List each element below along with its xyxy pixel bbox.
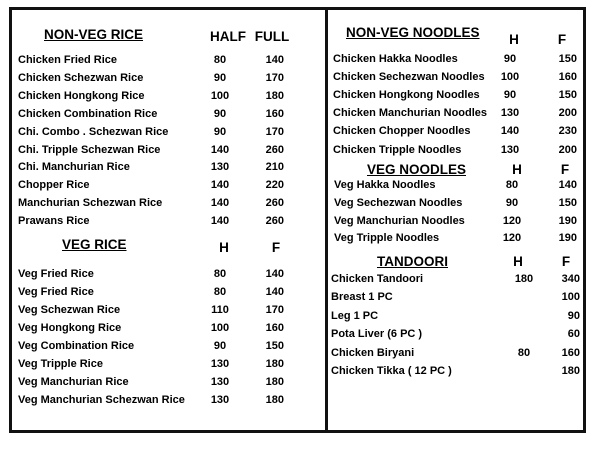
nonveg-rice-item-half-price: 80 — [213, 54, 227, 66]
veg-rice-item-half-price: 130 — [210, 358, 230, 370]
veg-rice-item-full-price: 160 — [265, 322, 284, 334]
veg-noodles-item-full-price: 150 — [558, 197, 577, 209]
nonveg-noodles-title: NON-VEG NOODLES — [346, 25, 480, 40]
nonveg-rice-item-name: Chopper Rice — [18, 179, 90, 191]
tandoori-item-full-price: 180 — [561, 365, 580, 377]
nonveg-noodles-item-full-price: 150 — [558, 89, 577, 101]
nonveg-noodles-item-full-price: 160 — [558, 71, 577, 83]
veg-rice-item-half-price: 100 — [210, 322, 230, 334]
veg-rice-item-full-price: 150 — [265, 340, 284, 352]
tandoori-item-name: Chicken Tandoori — [331, 273, 424, 285]
veg-noodles-item-full-price: 140 — [558, 179, 577, 191]
veg-noodles-col-full-header: F — [560, 162, 570, 177]
nonveg-rice-item-full-price: 170 — [265, 72, 284, 84]
nonveg-rice-item-name: Chi. Combo . Schezwan Rice — [18, 126, 169, 138]
veg-rice-item-full-price: 180 — [265, 394, 284, 406]
veg-rice-title: VEG RICE — [62, 237, 127, 252]
nonveg-noodles-col-half-header: H — [509, 32, 519, 47]
tandoori-col-half-header: H — [513, 254, 523, 269]
nonveg-noodles-item-name: Chicken Tripple Noodles — [333, 144, 462, 156]
nonveg-rice-item-half-price: 140 — [210, 179, 230, 191]
tandoori-item-name: Leg 1 PC — [331, 310, 379, 322]
nonveg-rice-item-full-price: 260 — [265, 197, 284, 209]
nonveg-rice-item-full-price: 180 — [265, 90, 284, 102]
nonveg-rice-item-name: Chicken Combination Rice — [18, 108, 158, 120]
nonveg-rice-item-name: Chi. Tripple Schezwan Rice — [18, 144, 161, 156]
nonveg-noodles-item-name: Chicken Sechezwan Noodles — [333, 71, 485, 83]
veg-rice-col-half-header: H — [219, 240, 229, 255]
nonveg-noodles-item-full-price: 200 — [558, 144, 577, 156]
veg-noodles-item-half-price: 120 — [502, 232, 522, 244]
nonveg-rice-item-full-price: 140 — [265, 54, 284, 66]
nonveg-rice-item-full-price: 170 — [265, 126, 284, 138]
veg-rice-item-name: Veg Combination Rice — [18, 340, 135, 352]
veg-noodles-col-half-header: H — [512, 162, 522, 177]
veg-noodles-item-name: Veg Sechezwan Noodles — [334, 197, 463, 209]
nonveg-noodles-item-half-price: 130 — [500, 107, 520, 119]
nonveg-rice-item-half-price: 130 — [210, 161, 230, 173]
tandoori-item-name: Breast 1 PC — [331, 291, 393, 303]
nonveg-noodles-item-half-price: 90 — [503, 53, 517, 65]
nonveg-noodles-col-full-header: F — [557, 32, 567, 47]
veg-rice-item-half-price: 110 — [211, 304, 229, 316]
nonveg-noodles-item-name: Chicken Manchurian Noodles — [333, 107, 488, 119]
nonveg-noodles-item-half-price: 140 — [500, 125, 520, 137]
veg-noodles-item-name: Veg Hakka Noodles — [334, 179, 436, 191]
nonveg-rice-col-half-header: HALF — [210, 29, 246, 44]
veg-rice-item-half-price: 130 — [210, 394, 230, 406]
nonveg-rice-title: NON-VEG RICE — [44, 27, 144, 42]
nonveg-rice-item-name: Manchurian Schezwan Rice — [18, 197, 163, 209]
nonveg-rice-col-full-header: FULL — [254, 29, 290, 44]
nonveg-rice-item-full-price: 210 — [265, 161, 284, 173]
veg-rice-item-full-price: 180 — [265, 376, 284, 388]
veg-noodles-item-full-price: 190 — [558, 215, 577, 227]
nonveg-noodles-item-full-price: 200 — [558, 107, 577, 119]
veg-noodles-item-full-price: 190 — [558, 232, 577, 244]
veg-rice-col-full-header: F — [271, 240, 281, 255]
veg-rice-item-full-price: 140 — [265, 268, 284, 280]
tandoori-item-full-price: 90 — [567, 310, 580, 322]
veg-rice-item-name: Veg Manchurian Rice — [18, 376, 129, 388]
veg-rice-item-full-price: 170 — [265, 304, 284, 316]
veg-noodles-item-name: Veg Tripple Noodles — [334, 232, 440, 244]
tandoori-item-full-price: 100 — [561, 291, 580, 303]
tandoori-item-full-price: 160 — [561, 347, 580, 359]
tandoori-item-name: Chicken Tikka ( 12 PC ) — [331, 365, 452, 377]
tandoori-item-name: Pota Liver (6 PC ) — [331, 328, 423, 340]
veg-rice-item-half-price: 80 — [213, 268, 227, 280]
nonveg-rice-item-half-price: 140 — [210, 144, 230, 156]
column-divider — [325, 7, 328, 433]
nonveg-rice-item-half-price: 90 — [213, 72, 227, 84]
nonveg-rice-item-half-price: 140 — [210, 215, 230, 227]
veg-noodles-item-half-price: 120 — [502, 215, 522, 227]
nonveg-rice-item-full-price: 160 — [265, 108, 284, 120]
nonveg-rice-item-full-price: 260 — [265, 215, 284, 227]
veg-noodles-item-half-price: 80 — [505, 179, 519, 191]
veg-noodles-item-half-price: 90 — [505, 197, 519, 209]
nonveg-rice-item-half-price: 140 — [210, 197, 230, 209]
veg-noodles-title: VEG NOODLES — [367, 162, 467, 177]
nonveg-rice-item-half-price: 90 — [213, 126, 227, 138]
tandoori-item-half-price: 180 — [514, 273, 534, 285]
nonveg-rice-item-name: Chicken Fried Rice — [18, 54, 118, 66]
tandoori-item-name: Chicken Biryani — [331, 347, 415, 359]
tandoori-item-half-price: 80 — [517, 347, 531, 359]
tandoori-title: TANDOORI — [377, 254, 448, 269]
nonveg-noodles-item-full-price: 230 — [558, 125, 577, 137]
tandoori-item-full-price: 60 — [567, 328, 580, 340]
veg-rice-item-name: Veg Tripple Rice — [18, 358, 103, 370]
nonveg-rice-item-name: Prawans Rice — [18, 215, 90, 227]
nonveg-rice-item-name: Chicken Hongkong Rice — [18, 90, 145, 102]
veg-rice-item-name: Veg Hongkong Rice — [18, 322, 122, 334]
nonveg-noodles-item-name: Chicken Hakka Noodles — [333, 53, 458, 65]
veg-rice-item-name: Veg Fried Rice — [18, 268, 94, 280]
nonveg-rice-item-full-price: 260 — [265, 144, 284, 156]
veg-rice-item-full-price: 180 — [265, 358, 284, 370]
veg-rice-item-full-price: 140 — [265, 286, 284, 298]
nonveg-rice-item-half-price: 100 — [210, 90, 230, 102]
nonveg-noodles-item-name: Chicken Hongkong Noodles — [333, 89, 480, 101]
veg-rice-item-name: Veg Schezwan Rice — [18, 304, 121, 316]
nonveg-rice-item-name: Chicken Schezwan Rice — [18, 72, 144, 84]
nonveg-rice-item-name: Chi. Manchurian Rice — [18, 161, 130, 173]
veg-rice-item-half-price: 90 — [213, 340, 227, 352]
nonveg-noodles-item-half-price: 100 — [500, 71, 520, 83]
veg-rice-item-half-price: 80 — [213, 286, 227, 298]
tandoori-item-full-price: 340 — [561, 273, 580, 285]
nonveg-noodles-item-half-price: 130 — [500, 144, 520, 156]
nonveg-noodles-item-half-price: 90 — [503, 89, 517, 101]
nonveg-rice-item-half-price: 90 — [213, 108, 227, 120]
nonveg-noodles-item-full-price: 150 — [558, 53, 577, 65]
veg-rice-item-half-price: 130 — [210, 376, 230, 388]
nonveg-rice-item-full-price: 220 — [265, 179, 284, 191]
nonveg-noodles-item-name: Chicken Chopper Noodles — [333, 125, 471, 137]
tandoori-col-full-header: F — [561, 254, 571, 269]
veg-rice-item-name: Veg Manchurian Schezwan Rice — [18, 394, 185, 406]
veg-noodles-item-name: Veg Manchurian Noodles — [334, 215, 465, 227]
veg-rice-item-name: Veg Fried Rice — [18, 286, 94, 298]
